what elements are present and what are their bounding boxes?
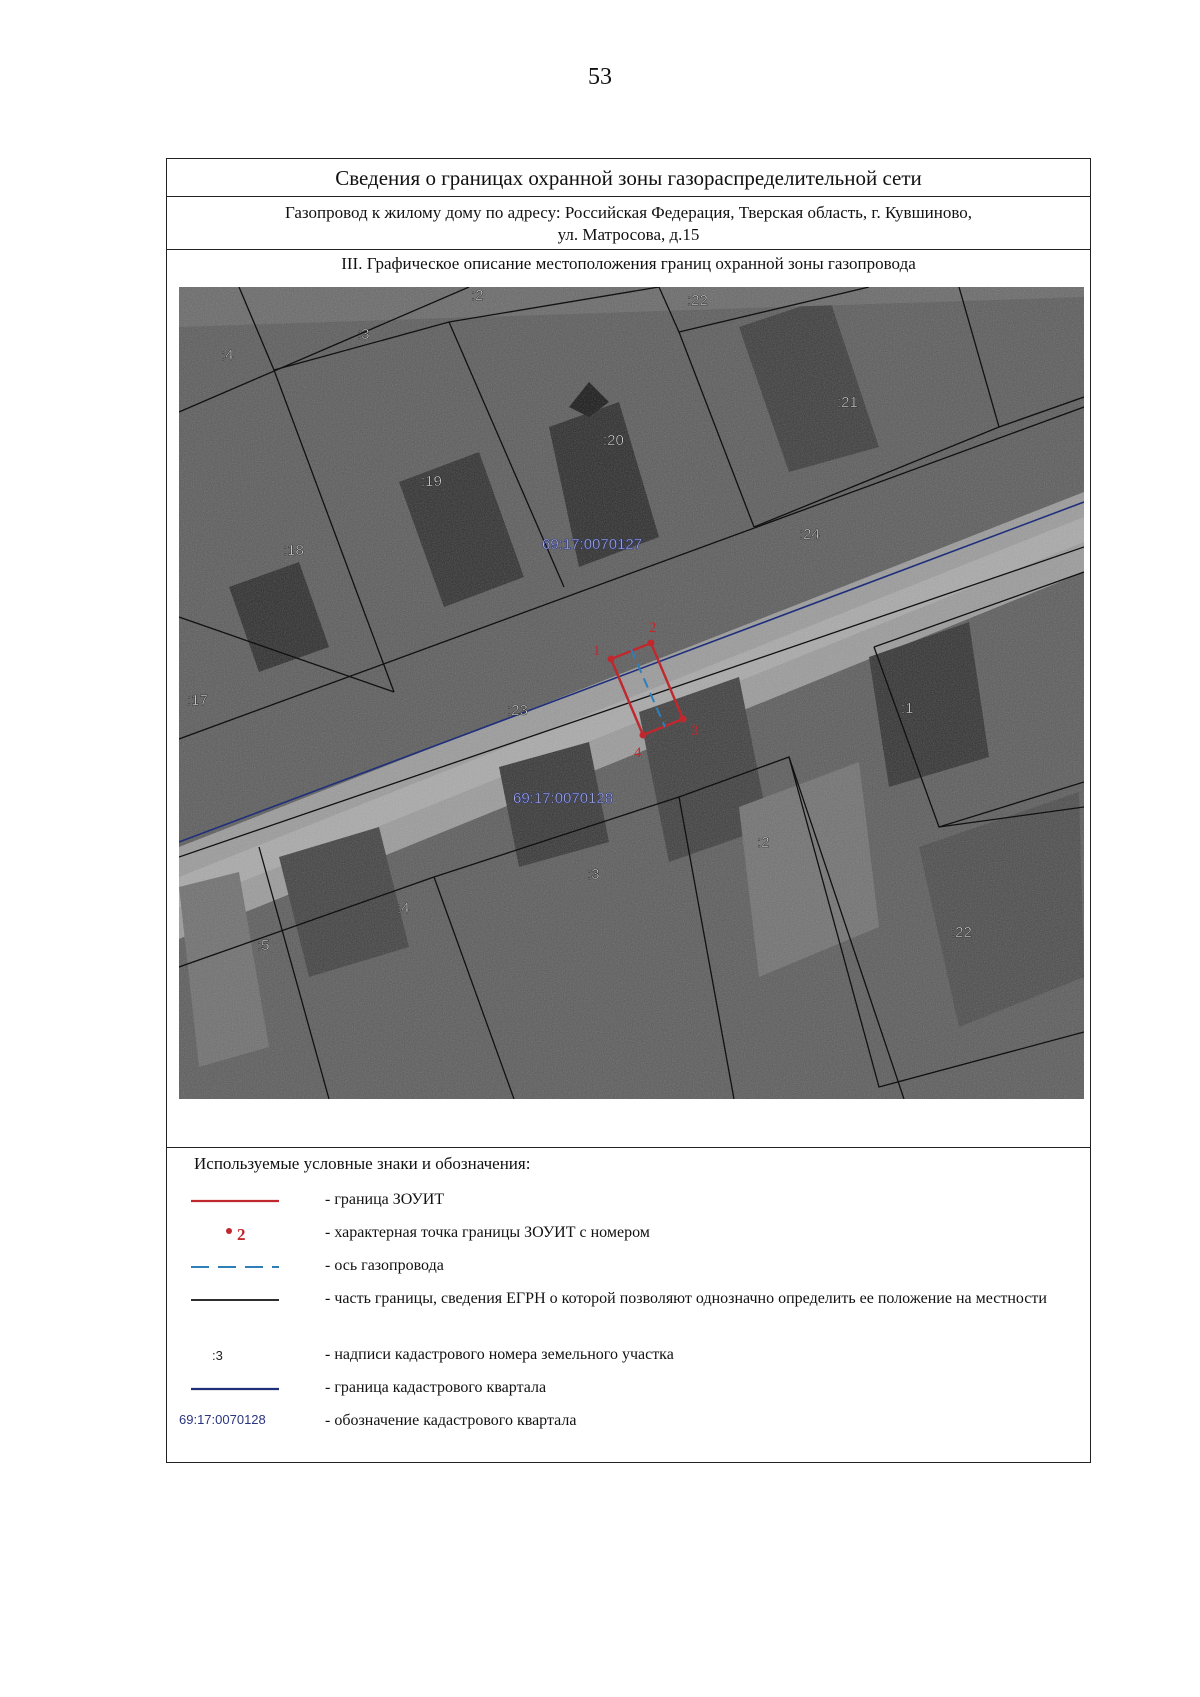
legend-parcel-label-sample: :3: [212, 1348, 223, 1363]
legend-item-text: - обозначение кадастрового квартала: [325, 1412, 577, 1429]
legend-item-text: - граница ЗОУИТ: [325, 1191, 445, 1208]
zone-point-label: 3: [691, 723, 699, 739]
red-point-icon: [179, 1222, 289, 1246]
zone-point-2: [648, 640, 655, 647]
section-heading: III. Графическое описание местоположения границ охранной зоны газопровода: [341, 254, 916, 273]
object-line-1: Газопровод к жилому дому по адресу: Российская Федерация, Тверская область, г. Кувшиново,: [284, 203, 973, 222]
parcel-label: :4: [221, 347, 234, 364]
zone-point-1: [608, 656, 615, 663]
legend-point-sample: 2: [237, 1225, 246, 1244]
legend-item-text: - ось газопровода: [325, 1257, 444, 1274]
red-line-icon: [179, 1189, 289, 1213]
object-line-2: ул. Матросова, д.15: [557, 225, 700, 244]
legend-item-pipeline-axis: [167, 1255, 1090, 1285]
document-frame: [166, 158, 1091, 1463]
parcel-label: :3: [587, 866, 600, 883]
parcel-label: :22: [951, 924, 972, 941]
parcel-label: :23: [507, 702, 528, 719]
zone-point-4: [640, 732, 647, 739]
zone-point-label: 1: [593, 643, 601, 659]
parcel-label: :17: [187, 692, 208, 709]
parcel-label: :5: [257, 937, 270, 954]
parcel-label: :2: [757, 834, 770, 851]
parcel-label: :18: [283, 542, 304, 559]
legend-item-text: - надписи кадастрового номера земельного участка: [325, 1346, 674, 1363]
parcel-label: :1: [901, 700, 914, 717]
page-number: 53: [588, 64, 612, 90]
zone-point-3: [680, 716, 687, 723]
zone-point-label: 2: [649, 620, 657, 636]
legend-divider: [167, 1147, 1090, 1148]
parcel-label: :3: [357, 326, 370, 343]
legend-title: Используемые условные знаки и обозначения:: [194, 1154, 531, 1173]
parcel-label: :22: [687, 292, 708, 309]
document-title: Сведения о границах охранной зоны газораспределительной сети: [167, 159, 1090, 197]
black-line-icon: [179, 1288, 289, 1312]
parcel-label: :20: [603, 432, 624, 449]
object-description: [167, 197, 1090, 250]
navy-line-icon: [179, 1377, 289, 1401]
legend-item-quarter-boundary: [167, 1377, 1090, 1407]
legend-quarter-label-sample: 69:17:0070128: [179, 1412, 266, 1427]
legend-item-zone-point: [167, 1222, 1090, 1252]
map-canvas: [179, 287, 1084, 1099]
parcel-label: :24: [799, 526, 820, 543]
parcel-label: :19: [421, 473, 442, 490]
parcel-label: :2: [471, 287, 484, 304]
legend-item-parcel-boundary: [167, 1288, 1090, 1336]
legend-item-parcel-label: [167, 1344, 1090, 1374]
quarter-label: 69:17:0070128: [513, 790, 614, 807]
zone-point-label: 4: [634, 745, 642, 761]
legend-item-zone-boundary: [167, 1189, 1090, 1219]
quarter-label: 69:17:0070127: [542, 536, 643, 553]
legend-item-text: - часть границы, сведения ЕГРН о которой позволяют однозначно определить ее положение на местности: [325, 1290, 1047, 1307]
map-image: [179, 287, 1084, 1099]
legend-item-text: - граница кадастрового квартала: [325, 1379, 547, 1396]
legend-item-text: - характерная точка границы ЗОУИТ с номером: [325, 1224, 650, 1241]
parcel-label: :21: [837, 394, 858, 411]
legend-item-quarter-label: [167, 1410, 1090, 1440]
blue-dashed-line-icon: [179, 1255, 289, 1279]
parcel-label: :4: [397, 900, 410, 917]
